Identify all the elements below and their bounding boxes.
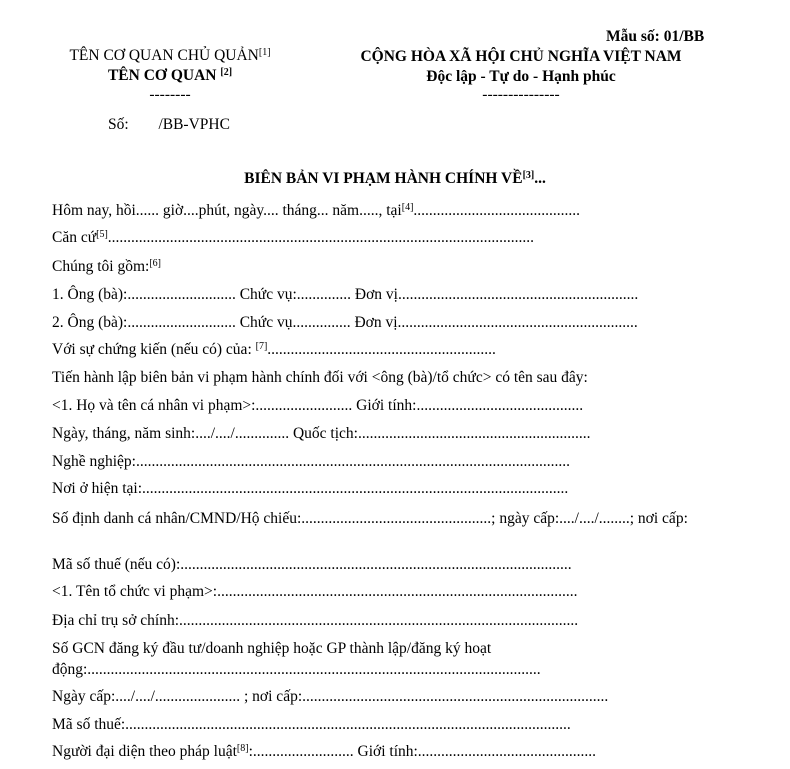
parent-agency-name: TÊN CƠ QUAN CHỦ QUẢN [69,47,259,64]
line-tail: .............................................................................................................. [107,229,535,246]
line-id-number: Số định danh cá nhân/CMND/Hộ chiếu:.................................................; ngày cấp:..../..../........; nơi cấp: [52,510,688,527]
line-issue-date: Ngày cấp:..../..../...................... ; nơi cấp:............................................................................... [52,688,609,705]
line-legal-representative [52,743,596,761]
parent-agency [40,47,300,65]
footnote-ref[interactable]: [6] [149,258,161,269]
footnote-ref[interactable]: [3] [522,170,535,181]
line-witness [52,341,496,359]
title-text: BIÊN BẢN VI PHẠM HÀNH CHÍNH VỀ [244,170,523,187]
number-label: Số: [108,116,129,133]
line-tail: ........................................................... [267,341,496,358]
line-text: Hôm nay, hồi...... giờ....phút, ngày.... tháng... năm....., tại [52,202,402,219]
line-text: Chúng tôi gồm: [52,258,150,275]
line-basis [52,229,534,247]
footnote-ref[interactable]: [1] [258,47,271,58]
line-members [52,258,161,276]
line-tail: ........................................... [413,202,581,219]
footnote-ref[interactable]: [7] [255,341,268,352]
national-motto: Độc lập - Tự do - Hạnh phúc [426,68,616,85]
line-text: Căn cứ [52,229,97,246]
agency [40,67,300,85]
line-tail: :.......................... Giới tính:.............................................. [248,743,597,760]
agency-divider: -------- [149,86,191,103]
footnote-ref[interactable]: [2] [220,67,233,78]
line-proceed: Tiến hành lập biên bản vi phạm hành chính đối với <ông (bà)/tổ chức> có tên sau đây: [52,369,588,386]
line-member-2: 2. Ông (bà):............................ Chức vụ............... Đơn vị.............................................................. [52,314,638,331]
line-birth-nationality: Ngày, tháng, năm sinh:..../..../.............. Quốc tịch:............................................................ [52,425,591,442]
agency-name: TÊN CƠ QUAN [107,67,217,84]
document-title [0,170,790,188]
line-org-name: <1. Tên tổ chức vi phạm>:............................................................................................. [52,583,578,600]
line-residence: Nơi ở hiện tại:.............................................................................................................. [52,480,569,497]
form-number: Mẫu số: 01/BB [606,28,705,45]
title-suffix: ... [534,170,546,187]
footnote-ref[interactable]: [8] [236,743,249,754]
line-tax-code: Mã số thuế (nếu có):..................................................................................................... [52,556,572,573]
line-registration: Số GCN đăng ký đầu tư/doanh nghiệp hoặc GP thành lập/đăng ký hoạt động:..................................................................................................................... [52,640,541,678]
line-text: Với sự chứng kiến (nếu có) của: [52,341,256,358]
line-head-office: Địa chỉ trụ sở chính:....................................................................................................... [52,612,579,629]
line-occupation: Nghề nghiệp:................................................................................................................ [52,453,570,470]
line-time-place [52,202,580,220]
line-member-1: 1. Ông (bà):............................ Chức vụ:.............. Đơn vị.............................................................. [52,286,639,303]
number-suffix: /BB-VPHC [158,116,230,133]
line-text: Người đại diện theo pháp luật [52,743,237,760]
line-org-tax-code: Mã số thuế:................................................................................................................... [52,716,571,733]
footnote-ref[interactable]: [5] [96,229,108,240]
footnote-ref[interactable]: [4] [401,202,414,213]
document-number [108,116,230,134]
line-violator-name: <1. Họ và tên cá nhân vi phạm>:......................... Giới tính:........................................... [52,397,584,414]
national-divider: --------------- [482,86,560,103]
national-title: CỘNG HÒA XÃ HỘI CHỦ NGHĨA VIỆT NAM [360,48,682,65]
